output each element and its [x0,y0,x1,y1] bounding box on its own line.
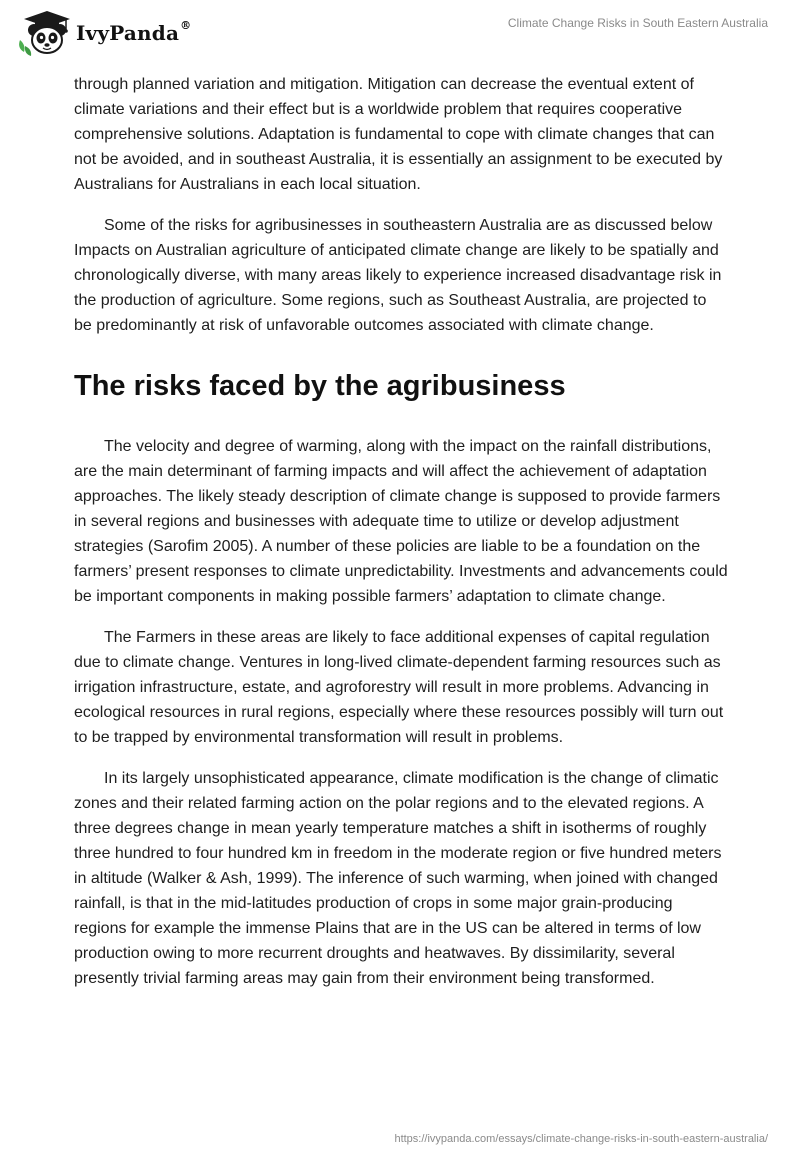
document-title: Climate Change Risks in South Eastern Australia [507,16,768,30]
logo-text: IvyPanda [76,21,180,45]
paragraph-3: The velocity and degree of warming, along with the impact on the rainfall distributions, are the main determinant of farming impacts and will affect the achievement of adaptation approaches. The likely steady description of climate change is supposed to provide farmers in several regions and businesses with adequate time to utilize or develop adjustment strategies (Sarofim 2005). A number of these policies are liable to be a foundation on the farmers’ present responses to climate unpredictability. Investments and advancements could be important components in making possible farmers’ adaptation to climate change. [74,438,728,605]
paragraph-2: Some of the risks for agribusinesses in southeastern Australia are as discussed below Impacts on Australian agriculture of anticipated climate change are likely to be spatially and chronologically diverse, with many areas likely to experience increased disadvantage risk in the production of agriculture. Some regions, such as Southeast Australia, are projected to be predominantly at risk of unfavorable outcomes associated with climate change. [74,217,722,334]
panda-graduation-cap-icon [14,8,72,58]
ivypanda-logo[interactable] [14,8,191,58]
article-body [74,72,728,1007]
logo-wordmark [76,21,191,45]
source-url[interactable]: https://ivypanda.com/essays/climate-change-risks-in-south-eastern-australia/ [394,1133,768,1145]
paragraph-5: In its largely unsophisticated appearance, climate modification is the change of climatic zones and their related farming action on the polar regions and to the elevated regions. A three degrees change in mean yearly temperature matches a shift in isotherms of roughly three hundred to four hundred km in freedom in the moderate region or five hundred meters in altitude (Walker & Ash, 1999). The inference of such warming, when joined with changed rainfall, is that in the mid-latitudes production of crops in some major grain-producing regions for example the immense Plains that are in the US can be altered in terms of low production owing to more recurrent droughts and heatwaves. By dissimilarity, several presently trivial farming areas may gain from their environment being transformed. [74,770,722,987]
section-heading: The risks faced by the agribusiness [74,370,566,402]
page-header [0,0,800,70]
paragraph-1: through planned variation and mitigation. Mitigation can decrease the eventual extent of climate variations and their effect but is a worldwide problem that requires cooperative comprehensive solutions. Adaptation is fundamental to cope with climate changes that can not be avoided, and in southeast Australia, it is essentially an assignment to be executed by Australians for Australians in each local situation. [74,76,723,193]
paragraph-4: The Farmers in these areas are likely to face additional expenses of capital regulation due to climate change. Ventures in long-lived climate-dependent farming resources such as irrigation infrastructure, estate, and agroforestry will result in more problems. Advancing in ecological resources in rural regions, especially where these resources possibly will turn out to be trapped by environmental transformation will result in problems. [74,629,724,746]
registered-mark: ® [180,19,192,32]
